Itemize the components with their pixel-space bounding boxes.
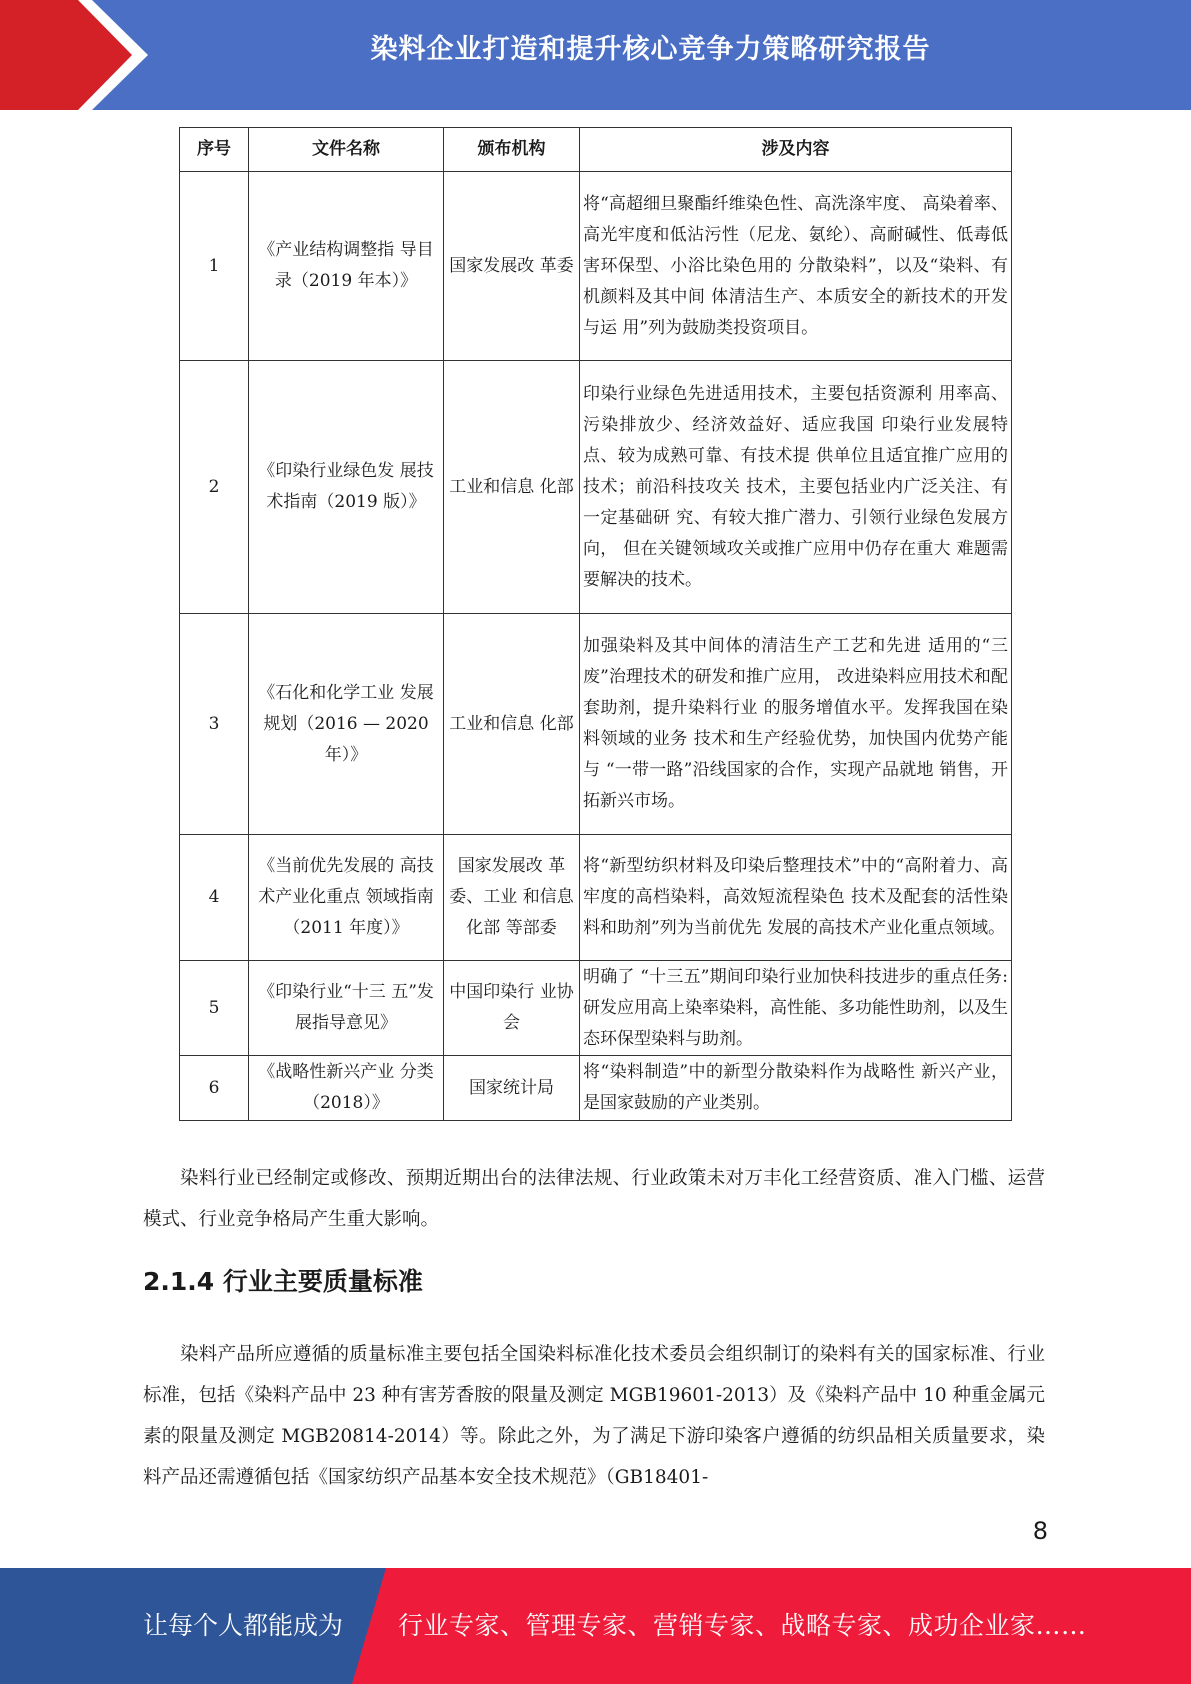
row-number: 6 (180, 1056, 249, 1121)
issuing-body: 国家统计局 (444, 1056, 580, 1121)
document-name: 《印染行业绿色发 展技术指南（2019 版）》 (249, 361, 444, 614)
policy-content: 将“染料制造”中的新型分散染料作为战略性 新兴产业，是国家鼓励的产业类别。 (580, 1056, 1012, 1121)
policy-content: 明确了 “十三五”期间印染行业加快科技进步的重点任务:研发应用高上染率染料，高性能、多功能性助剂，以及生态环保型染料与助剂。 (580, 961, 1012, 1056)
table-row (180, 961, 1012, 1056)
policy-content: 印染行业绿色先进适用技术，主要包括资源利 用率高、污染排放少、经济效益好、适应我国 印染行业发展特点、较为成熟可靠、有技术提 供单位且适宜推广应用的技术；前沿科技攻关 技术，主要包括业内广泛关注、有一定基础研 究、有较大推广潜力、引领行业绿色发展方向， 但在关键领域攻关或推广应用中仍存在重大 难题需要解决的技术。 (580, 361, 1012, 614)
issuing-body: 工业和信息 化部 (444, 361, 580, 614)
column-header-content: 涉及内容 (580, 128, 1012, 172)
column-header-no: 序号 (180, 128, 249, 172)
footer-slogan-lead: 让每个人都能成为 (143, 1611, 344, 1640)
table-row (180, 361, 1012, 614)
row-number: 2 (180, 361, 249, 614)
document-name: 《石化和化学工业 发展规划（2016 — 2020 年）》 (249, 614, 444, 835)
policy-content: 将“新型纺织材料及印染后整理技术”中的“高附着力、高牢度的高档染料，高效短流程染色 技术及配套的活性染料和助剂”列为当前优先 发展的高技术产业化重点领域。 (580, 835, 1012, 961)
policy-content: 将“高超细旦聚酯纤维染色性、高洗涤牢度、 高染着率、高光牢度和低沾污性（尼龙、氨纶）、高耐碱性、低毒低害环保型、小浴比染色用的 分散染料”，以及“染料、有机颜料及其中间 体清洁生产、本质安全的新技术的开发与运 用”列为鼓励类投资项目。 (580, 172, 1012, 361)
footer-slogan-roles: 行业专家、管理专家、营销专家、战略专家、成功企业家…… (398, 1611, 1087, 1640)
header-bar (0, 0, 1191, 110)
row-number: 3 (180, 614, 249, 835)
table-row (180, 172, 1012, 361)
issuing-body: 国家发展改 革委、工业 和信息化部 等部委 (444, 835, 580, 961)
table-row (180, 1056, 1012, 1121)
section-heading: 2.1.4 行业主要质量标准 (143, 1267, 423, 1296)
document-name: 《当前优先发展的 高技术产业化重点 领域指南（2011 年度）》 (249, 835, 444, 961)
row-number: 4 (180, 835, 249, 961)
document-name: 《印染行业“十三 五”发展指导意见》 (249, 961, 444, 1056)
policy-table (179, 127, 1012, 1121)
document-name: 《产业结构调整指 导目录（2019 年本）》 (249, 172, 444, 361)
footer-banner (0, 1568, 1191, 1684)
body-paragraph: 染料产品所应遵循的质量标准主要包括全国染料标准化技术委员会组织制订的染料有关的国家标准、行业标准，包括《染料产品中 23 种有害芳香胺的限量及测定 MGB19601-2013）及《染料产品中 10 种重金属元素的限量及测定 MGB20814-2014）等。除此之外，为了满足下游印染客户遵循的纺织品相关质量要求，染料产品还需遵循包括《国家纺织产品基本安全技术规范》（GB18401- (143, 1344, 1045, 1488)
table-row (180, 614, 1012, 835)
report-title: 染料企业打造和提升核心竞争力策略研究报告 (370, 34, 931, 65)
issuing-body: 国家发展改 革委 (444, 172, 580, 361)
document-name: 《战略性新兴产业 分类（2018）》 (249, 1056, 444, 1121)
row-number: 1 (180, 172, 249, 361)
body-paragraph: 染料行业已经制定或修改、预期近期出台的法律法规、行业政策未对万丰化工经营资质、准入门槛、运营模式、行业竞争格局产生重大影响。 (143, 1168, 1045, 1230)
row-number: 5 (180, 961, 249, 1056)
table-row (180, 835, 1012, 961)
issuing-body: 工业和信息 化部 (444, 614, 580, 835)
page-number: 8 (1032, 1517, 1048, 1545)
column-header-name: 文件名称 (249, 128, 444, 172)
column-header-org: 颁布机构 (444, 128, 580, 172)
policy-content: 加强染料及其中间体的清洁生产工艺和先进 适用的“三废”治理技术的研发和推广应用， 改进染料应用技术和配套助剂，提升染料行业 的服务增值水平。发挥我国在染料领域的业务 技术和生产经验优势，加快国内优势产能与 “一带一路”沿线国家的合作，实现产品就地 销售，开拓新兴市场。 (580, 614, 1012, 835)
table-header-row (180, 128, 1012, 172)
issuing-body: 中国印染行 业协会 (444, 961, 580, 1056)
